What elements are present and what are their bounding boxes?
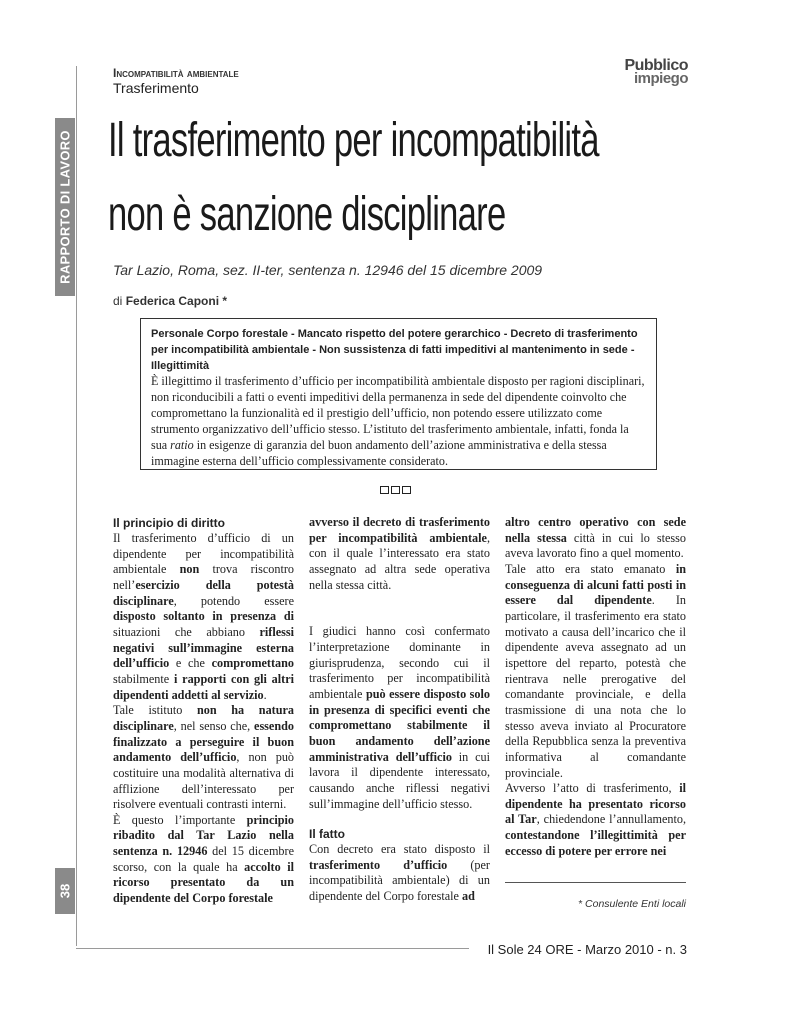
sidebar-label: RAPPORTO DI LAVORO [57, 130, 73, 284]
summary-italic: ratio [170, 437, 194, 452]
byline-prefix: di [113, 294, 126, 308]
column-3 [505, 515, 686, 859]
footer-citation: Il Sole 24 ORE - Marzo 2010 - n. 3 [487, 942, 687, 957]
summary-text-b: in esigenze di garanzia del buon andamento dell’azione amministrativa e della stessa immagine esterna dell’ufficio complessivamente considerato. [151, 437, 607, 468]
footnote: * Consulente Enti locali [578, 898, 686, 910]
paragraph-4: I giudici hanno così confermato l’interpretazione dominante in giurisprudenza, secondo cui il trasferimento per incompatibilità ambientale può essere disposto solo in presenza di specifici eventi che compromettano stabilmente il buon andamento dell’azione amministrativa dell’ufficio in cui lavora il dipendente interessato, causando anche riflessi negativi sull’immagine dell’ufficio stesso. [309, 624, 491, 811]
case-reference: Tar Lazio, Roma, sez. II-ter, sentenza n. 12946 del 15 dicembre 2009 [113, 262, 543, 278]
paragraph-5: Con decreto era stato disposto il trasferimento d’ufficio (per incompatibilità ambientale) di un dipendente del Corpo forestale ad [309, 842, 490, 904]
column-2 [309, 0, 490, 515]
section-sidebar-tab [55, 118, 75, 296]
paragraph-6-continued: Tale atto era stato emanato in conseguenza di alcuni fatti posti in essere dal dipendente. In particolare, il trasferimento era stato motivato a causa dell’incarico che il dipendente aveva assegnato ad un ispettore del reparto, potestà che rientrava nelle prerogative del comandante provinciale, e della trasmissione di una nota che lo stesso aveva inviato al Procuratore della Repubblica senza la preventiva informativa al comandante provinciale. [505, 561, 687, 780]
paragraph-2: Tale istituto non ha natura disciplinare, nel senso che, essendo finalizzato a perseguire il buon andamento dell’ufficio, non può costituire una modalità alternativa di afflizione dell’interessato per risolvere eventuali contrasti interni. [113, 703, 294, 812]
page-number-tab [55, 868, 75, 914]
summary-text-a: È illegittimo il trasferimento d’ufficio per incompatibilità ambientale disposto per ragioni disciplinari, non riconducibili a fatti o eventi impeditivi della permanenza in sede del dipendente coinvolto che compromettano la funzionalità ed il prestigio dell’ufficio, non potendo essere utilizzato come strumento organizzativo dell’ufficio stesso. L’istituto del trasferimento ambientale, infatti, fonda la sua [151, 374, 645, 452]
magazine-logo [608, 59, 688, 85]
paragraph-3-continued: avverso il decreto di trasferimento per incompatibilità ambientale, con il quale l’interessato era stato assegnato ad altra sede operativa nella stessa città. [309, 515, 490, 592]
section-heading: Incompatibilità ambientale [113, 66, 239, 80]
author-name: Federica Caponi * [125, 294, 228, 308]
summary-heading: Personale Corpo forestale - Mancato rispetto del potere gerarchico - Decreto di trasferimento per incompatibilità ambientale - Non sussistenza di fatti impeditivi al mantenimento in sede - Illegittimità [151, 328, 638, 372]
logo-line2: impiego [633, 70, 688, 87]
footer-rule [76, 948, 469, 949]
heading-fatto: Il fatto [309, 827, 345, 842]
title-line2: non è sanzione disciplinare [108, 188, 506, 241]
title-line1: Il trasferimento per incompatibilità [108, 114, 599, 167]
column-2-continued [309, 515, 490, 905]
column-1 [113, 515, 294, 907]
paragraph-1: Il trasferimento d’ufficio di un dipendente per incompatibilità ambientale non trova riscontro nell’esercizio della potestà disciplinare, potendo essere disposto soltanto in presenza di situazioni che abbiano riflessi negativi sull’immagine esterna dell’ufficio e che compromettano stabilmente i rapporti con gli altri dipendenti addetti al servizio. [113, 531, 295, 702]
heading-principio: Il principio di diritto [113, 516, 225, 530]
subsection-heading: Trasferimento [113, 80, 199, 96]
page-number: 38 [57, 883, 73, 899]
footnote-rule [505, 882, 686, 883]
vertical-rule [76, 66, 77, 946]
paragraph-3: È questo l’importante principio ribadito dal Tar Lazio nella sentenza n. 12946 del 15 dicembre scorso, con la quale ha accolto il ricorso presentato da un dipendente del Corpo forestale [113, 812, 294, 906]
byline [113, 294, 227, 308]
logo-line1: Pubblico [624, 57, 688, 74]
paragraph-5-continued: altro centro operativo con sede nella stessa città in cui lo stesso aveva lavorato fino a quel momento. [505, 515, 687, 561]
paragraph-7: Avverso l’atto di trasferimento, il dipendente ha presentato ricorso al Tar, chiedendone l’annullamento, contestandone l’illegittimità per eccesso di potere per errore nei [505, 781, 686, 858]
